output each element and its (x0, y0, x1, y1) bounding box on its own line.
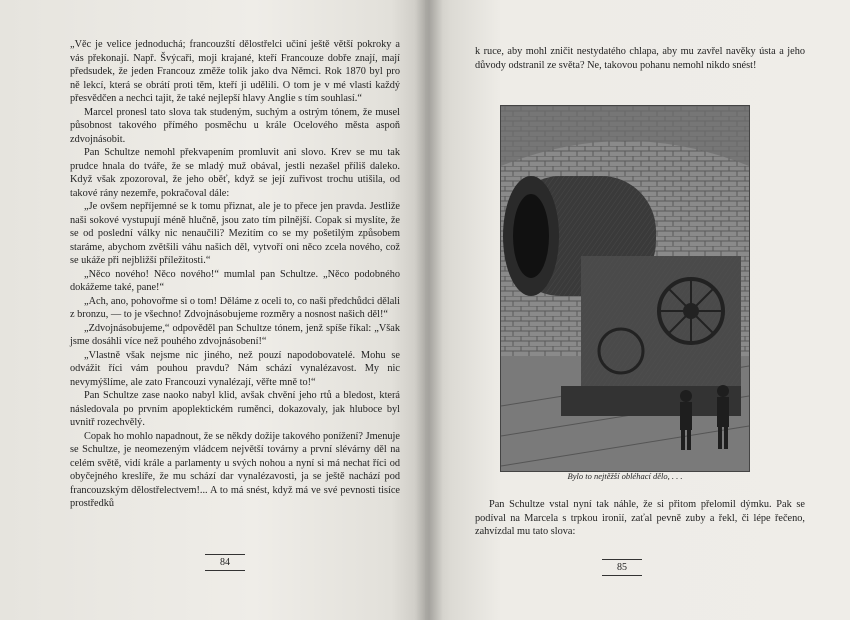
paragraph: Pan Schultze vstal nyní tak náhle, že si přitom přelomil dýmku. Pak se podíval na Marcela s trpkou ironií, zaťal pevně zuby a řekl, či lépe řečeno, zahvízdal mu tato slova: (475, 499, 805, 537)
page-number-right (602, 557, 642, 578)
paragraph: Pan Schultze nemohl překvapením promluvit ani slovo. Krev se mu tak prudce hnala do tváře, že se mladý muž obával, jestli nezašel příliš daleko. Když však zpozoroval, že jeho oběť, když se její zuřivost trochu utišila, od takové rány nezemře, pokračoval dále: (70, 147, 400, 199)
page-number-text: 85 (617, 562, 627, 573)
paragraph: „Něco nového! Něco nového!“ mumlal pan Schultze. „Něco podobného dokážeme také, pane!“ (70, 268, 400, 293)
paragraph: „Ach, ano, pohovořme si o tom! Děláme z oceli to, co naši předchůdci dělali z bronzu, — to je všechno! Zdvojnásobujeme rozměry a nosnost našich děl!“ (70, 295, 400, 320)
paragraph: Marcel pronesl tato slova tak studeným, suchým a ostrým tónem, že musel působnost takového přímého posměchu u krále Ocelového města aspoň zdvojnásobit. (70, 106, 400, 145)
paragraph: k ruce, aby mohl zničit nestydatého chlapa, aby mu zavřel navěky ústa a jeho důvody odstranil ze světa? Ne, takovou pohanu nemohl nikdo snést! (475, 46, 805, 71)
engraving-image (501, 106, 749, 471)
right-page-bottom-text (475, 498, 805, 539)
page-number-left (205, 552, 245, 573)
paragraph: „Věc je velice jednoduchá; francouzští dělostřelci učiní ještě větší pokroky a vás překonají. Např. Švýcaři, moji krajané, kteří Francouze dobře znají, mají předsudek, že jeden Francouz změže tolik jako dva Němci. Rok 1870 byl pro ně lekcí, která se obrátí proti těm, kteří ji udělili. O tom je v mé vlasti každý přesvědčen a nechci tajit, že také nejlepší hlavy Anglie s tím souhlasí.“ (70, 39, 400, 104)
cannon-illustration (500, 105, 750, 472)
paragraph: „Vlastně však nejsme nic jiného, než pouzí napodobovatelé. Mohu se odvážit říci vám pouhou pravdu? Nám schází vynalézavost. My nic nevymýšlíme, ale zato Francouzi vynalézají, věřte mně to!“ (70, 349, 400, 388)
figure-caption: Bylo to nejtěžší obléhací dělo, . . . (567, 471, 683, 481)
paragraph: „Zdvojnásobujeme,“ odpověděl pan Schultze tónem, jenž spíše říkal: „Však jsme dosáhli více než pouhého zdvojnásobení!“ (70, 322, 400, 347)
left-page-text (70, 38, 400, 511)
paragraph: Copak ho mohlo napadnout, že se někdy dožije takového ponížení? Jmenuje se Schultze, je neomezeným vládcem největší továrny a první slévárny děl na celém světě, vidí krále a parlamenty u svých nohou a nyní si má nechat říci od obyčejného kreslíře, že mu schází dar vynalézavosti, ja se ještě nachází pod francouzským dělostřelectvem!... A to má snést, když má ve své pevnosti tisíce prostředků (70, 430, 400, 509)
right-page-top-text (475, 45, 805, 72)
page-number-text: 84 (220, 557, 230, 568)
paragraph: Pan Schultze zase naoko nabyl klid, avšak chvění jeho rtů a bledost, která následovala po prvním apoplektickém ruměnci, dokazovaly, jak hluboce byl uvnitř rozechvělý. (70, 390, 400, 428)
book-gutter (415, 0, 443, 620)
paragraph: „Je ovšem nepříjemné se k tomu přiznat, ale je to přece jen pravda. Jestliže naši sokové vystupují méně hlučně, jsou zato tím pilnější. Copak si myslíte, že se od poslední války nic nenaučili? Mezitím co se my pošetilým způsobem staráme, abychom zvětšili váhu našich děl, vytvoří oni něco zcela nového, což se ukáže při nejbližší příležitosti.“ (70, 201, 400, 266)
